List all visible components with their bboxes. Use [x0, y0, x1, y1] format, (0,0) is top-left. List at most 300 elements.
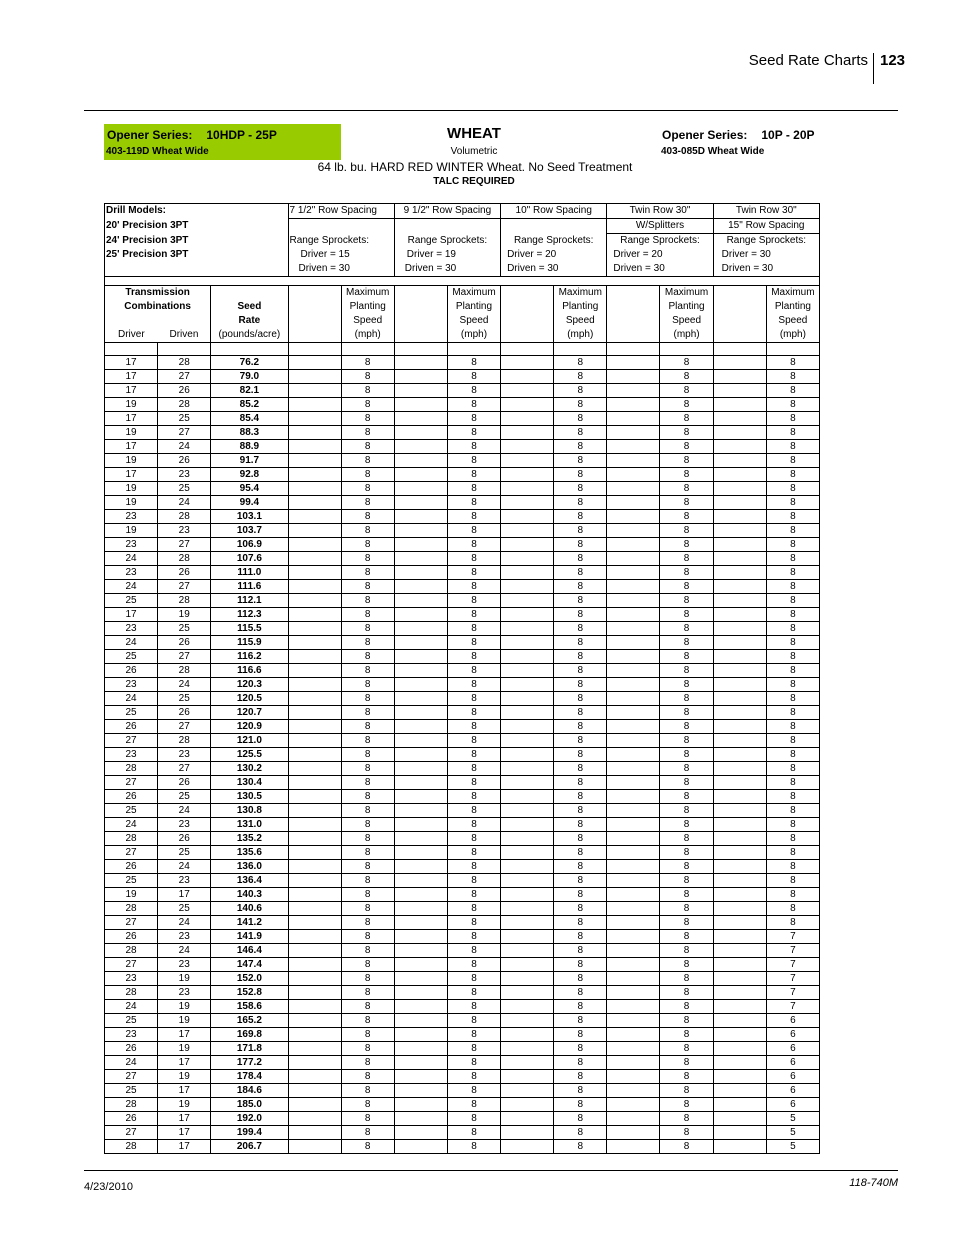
- seed-rate-cell: 99.4: [211, 496, 288, 510]
- max-speed-label: Maximum: [554, 286, 607, 301]
- driver-cell: 23: [105, 972, 158, 986]
- max-speed-cell: 8: [660, 748, 713, 762]
- driver-cell: 26: [105, 790, 158, 804]
- seed-rate-cell: 140.3: [211, 888, 288, 902]
- blank-cell: [501, 678, 554, 692]
- max-speed-cell: 8: [766, 468, 819, 482]
- max-speed-cell: 8: [447, 958, 500, 972]
- blank-cell: [713, 902, 766, 916]
- max-speed-cell: 8: [341, 440, 394, 454]
- max-speed-cell: 8: [660, 1056, 713, 1070]
- driver-cell: 27: [105, 846, 158, 860]
- driver-cell: 24: [105, 1056, 158, 1070]
- blank-cell: [288, 538, 341, 552]
- max-speed-cell: 8: [554, 1126, 607, 1140]
- blank-cell: [713, 762, 766, 776]
- blank-cell: [501, 594, 554, 608]
- blank-cell: [713, 398, 766, 412]
- driver-cell: 23: [105, 622, 158, 636]
- max-speed-cell: 8: [341, 692, 394, 706]
- driven-cell: 17: [158, 888, 211, 902]
- driver-cell: 23: [105, 538, 158, 552]
- seed-rate-cell: 152.0: [211, 972, 288, 986]
- blank-cell: [288, 426, 341, 440]
- max-speed-cell: 8: [447, 538, 500, 552]
- blank-cell: [288, 510, 341, 524]
- max-speed-label: Speed: [766, 314, 819, 328]
- blank-cell: [501, 762, 554, 776]
- blank-cell: [607, 692, 660, 706]
- driven-cell: 28: [158, 356, 211, 370]
- max-speed-cell: 8: [447, 636, 500, 650]
- max-speed-cell: 8: [554, 832, 607, 846]
- driver-cell: 26: [105, 1112, 158, 1126]
- max-speed-cell: 8: [554, 566, 607, 580]
- table-row: [105, 944, 820, 958]
- max-speed-cell: 8: [554, 888, 607, 902]
- max-speed-label: Speed: [341, 314, 394, 328]
- max-speed-cell: 8: [766, 748, 819, 762]
- blank-cell: [288, 454, 341, 468]
- blank-cell: [713, 384, 766, 398]
- spacing-name2: W/Splitters: [607, 219, 713, 234]
- max-speed-cell: 8: [554, 1070, 607, 1084]
- driver-cell: 25: [105, 804, 158, 818]
- blank-cell: [501, 958, 554, 972]
- blank-cell: [607, 664, 660, 678]
- blank-cell: [607, 1014, 660, 1028]
- max-speed-cell: 8: [447, 1000, 500, 1014]
- seed-rate-cell: 103.7: [211, 524, 288, 538]
- driven-cell: 24: [158, 678, 211, 692]
- max-speed-cell: 8: [341, 1056, 394, 1070]
- range-driven: Driven = 30: [501, 262, 607, 277]
- max-speed-cell: 8: [554, 370, 607, 384]
- blank-cell: [394, 678, 447, 692]
- driver-cell: 19: [105, 888, 158, 902]
- blank-cell: [713, 874, 766, 888]
- max-speed-cell: 8: [447, 818, 500, 832]
- blank-cell: [501, 832, 554, 846]
- max-speed-cell: 8: [660, 510, 713, 524]
- driver-cell: 24: [105, 580, 158, 594]
- max-speed-cell: 8: [447, 762, 500, 776]
- max-speed-cell: 8: [660, 370, 713, 384]
- table-row: [105, 608, 820, 622]
- spacing-name2: 15" Row Spacing: [713, 219, 819, 234]
- max-speed-cell: 8: [341, 1084, 394, 1098]
- max-speed-cell: 8: [447, 888, 500, 902]
- blank-cell: [394, 1098, 447, 1112]
- max-speed-cell: 8: [766, 580, 819, 594]
- blank-cell: [394, 818, 447, 832]
- driver-cell: 25: [105, 1014, 158, 1028]
- blank-cell: [501, 790, 554, 804]
- blank-cell: [607, 636, 660, 650]
- max-speed-cell: 8: [447, 734, 500, 748]
- blank-cell: [288, 706, 341, 720]
- blank-cell: [394, 622, 447, 636]
- max-speed-cell: 8: [341, 426, 394, 440]
- max-speed-cell: 8: [341, 650, 394, 664]
- max-speed-cell: 5: [766, 1126, 819, 1140]
- seed-rate-cell: 120.7: [211, 706, 288, 720]
- driven-cell: 25: [158, 482, 211, 496]
- blank-cell: [713, 468, 766, 482]
- range-sprockets-label: Range Sprockets:: [607, 234, 713, 249]
- blank-cell: [713, 370, 766, 384]
- opener-right-part: 403-085D Wheat Wide: [661, 146, 765, 157]
- blank-cell: [394, 846, 447, 860]
- max-speed-cell: 8: [554, 622, 607, 636]
- blank-cell: [713, 804, 766, 818]
- driver-cell: 17: [105, 468, 158, 482]
- blank-cell: [713, 692, 766, 706]
- max-speed-cell: 8: [660, 468, 713, 482]
- max-speed-cell: 8: [554, 1098, 607, 1112]
- crop-name: WHEAT: [447, 125, 501, 142]
- seed-rate-cell: 76.2: [211, 356, 288, 370]
- blank-cell: [288, 664, 341, 678]
- seed-rate-cell: 116.6: [211, 664, 288, 678]
- seed-rate-cell: 140.6: [211, 902, 288, 916]
- blank-cell: [394, 482, 447, 496]
- driven-cell: 23: [158, 986, 211, 1000]
- max-speed-cell: 8: [554, 734, 607, 748]
- max-speed-cell: 8: [447, 706, 500, 720]
- seed-rate-cell: 88.3: [211, 426, 288, 440]
- driven-cell: 28: [158, 734, 211, 748]
- driver-cell: 19: [105, 496, 158, 510]
- table-row: [105, 636, 820, 650]
- blank-cell: [607, 944, 660, 958]
- max-speed-cell: 8: [554, 706, 607, 720]
- max-speed-cell: 8: [660, 832, 713, 846]
- max-speed-cell: 8: [341, 818, 394, 832]
- driven-cell: 19: [158, 1000, 211, 1014]
- max-speed-cell: 8: [766, 538, 819, 552]
- blank-cell: [288, 902, 341, 916]
- max-speed-cell: 8: [554, 944, 607, 958]
- table-row: [105, 622, 820, 636]
- max-speed-label: Maximum: [341, 286, 394, 301]
- max-speed-cell: 8: [766, 874, 819, 888]
- max-speed-cell: 8: [341, 1140, 394, 1154]
- table-row: [105, 1112, 820, 1126]
- seed-rate-cell: 141.9: [211, 930, 288, 944]
- blank-cell: [394, 888, 447, 902]
- blank-cell: [501, 538, 554, 552]
- table-row: [105, 1098, 820, 1112]
- table-row: [105, 902, 820, 916]
- max-speed-cell: 8: [660, 804, 713, 818]
- blank-cell: [288, 1056, 341, 1070]
- seed-rate-label: Seed: [211, 300, 288, 314]
- table-row: [105, 496, 820, 510]
- max-speed-cell: 8: [554, 874, 607, 888]
- blank-cell: [394, 1070, 447, 1084]
- seed-rate-cell: 111.6: [211, 580, 288, 594]
- footer-rule: [84, 1170, 898, 1171]
- max-speed-cell: 8: [447, 1126, 500, 1140]
- max-speed-cell: 8: [447, 832, 500, 846]
- max-speed-cell: 8: [660, 902, 713, 916]
- blank-cell: [713, 426, 766, 440]
- max-speed-cell: 8: [447, 720, 500, 734]
- max-speed-cell: 8: [766, 720, 819, 734]
- header-page-number: 123: [880, 52, 906, 69]
- driven-cell: 23: [158, 818, 211, 832]
- blank-cell: [713, 1126, 766, 1140]
- driver-cell: 28: [105, 944, 158, 958]
- max-speed-cell: 8: [554, 720, 607, 734]
- max-speed-cell: 8: [766, 762, 819, 776]
- blank-cell: [607, 790, 660, 804]
- table-row: [105, 468, 820, 482]
- max-speed-cell: 8: [447, 944, 500, 958]
- blank-cell: [394, 776, 447, 790]
- seed-rate-cell: 177.2: [211, 1056, 288, 1070]
- max-speed-cell: 8: [660, 454, 713, 468]
- driven-cell: 19: [158, 1042, 211, 1056]
- blank-cell: [394, 608, 447, 622]
- max-speed-cell: 8: [447, 902, 500, 916]
- max-speed-label: Planting: [554, 300, 607, 314]
- table-row: [105, 720, 820, 734]
- blank-cell: [607, 650, 660, 664]
- blank-cell: [501, 1098, 554, 1112]
- blank-cell: [501, 1140, 554, 1154]
- max-speed-cell: 8: [766, 734, 819, 748]
- max-speed-cell: 6: [766, 1084, 819, 1098]
- max-speed-cell: 7: [766, 944, 819, 958]
- blank-cell: [713, 748, 766, 762]
- table-row: [105, 664, 820, 678]
- max-speed-cell: 7: [766, 1000, 819, 1014]
- max-speed-cell: 8: [447, 790, 500, 804]
- driver-cell: 23: [105, 1028, 158, 1042]
- seed-rate-cell: 185.0: [211, 1098, 288, 1112]
- transmission-label: Transmission: [105, 286, 211, 301]
- blank-cell: [394, 1014, 447, 1028]
- spacing-name: Twin Row 30": [713, 204, 819, 219]
- max-speed-label: Planting: [341, 300, 394, 314]
- max-speed-cell: 6: [766, 1014, 819, 1028]
- driven-cell: 28: [158, 594, 211, 608]
- driven-cell: 24: [158, 916, 211, 930]
- header-rule: [84, 110, 898, 111]
- driver-cell: 25: [105, 874, 158, 888]
- driven-cell: 28: [158, 510, 211, 524]
- seed-rate-cell: 116.2: [211, 650, 288, 664]
- blank-cell: [288, 398, 341, 412]
- blank-cell: [288, 734, 341, 748]
- driven-cell: 23: [158, 874, 211, 888]
- driven-cell: 24: [158, 804, 211, 818]
- max-speed-cell: 8: [660, 1042, 713, 1056]
- driven-cell: 28: [158, 552, 211, 566]
- max-speed-cell: 8: [660, 1070, 713, 1084]
- driver-cell: 27: [105, 1126, 158, 1140]
- blank-cell: [394, 454, 447, 468]
- max-speed-cell: 8: [766, 916, 819, 930]
- max-speed-cell: 8: [554, 790, 607, 804]
- blank-cell: [501, 566, 554, 580]
- driven-cell: 23: [158, 930, 211, 944]
- max-speed-cell: 8: [554, 972, 607, 986]
- driver-cell: 24: [105, 692, 158, 706]
- max-speed-cell: 8: [660, 1126, 713, 1140]
- blank-cell: [394, 734, 447, 748]
- seed-rate-cell: 85.4: [211, 412, 288, 426]
- blank-cell: [501, 636, 554, 650]
- driver-cell: 19: [105, 524, 158, 538]
- drill-model: 20' Precision 3PT: [105, 219, 289, 234]
- max-speed-cell: 8: [554, 664, 607, 678]
- blank-cell: [713, 1042, 766, 1056]
- blank-cell: [607, 594, 660, 608]
- max-speed-cell: 8: [660, 552, 713, 566]
- blank-cell: [607, 832, 660, 846]
- blank-cell: [501, 1112, 554, 1126]
- blank-cell: [607, 398, 660, 412]
- driven-cell: 25: [158, 622, 211, 636]
- blank-cell: [288, 468, 341, 482]
- driver-cell: 24: [105, 818, 158, 832]
- blank-cell: [607, 706, 660, 720]
- max-speed-cell: 8: [660, 566, 713, 580]
- blank-cell: [607, 468, 660, 482]
- max-speed-cell: 8: [766, 790, 819, 804]
- max-speed-cell: 8: [766, 650, 819, 664]
- blank-cell: [501, 888, 554, 902]
- max-speed-cell: 8: [447, 916, 500, 930]
- max-speed-cell: 8: [341, 622, 394, 636]
- blank-cell: [288, 1084, 341, 1098]
- blank-cell: [288, 1126, 341, 1140]
- blank-cell: [394, 706, 447, 720]
- driver-cell: 28: [105, 832, 158, 846]
- seed-rate-cell: 165.2: [211, 1014, 288, 1028]
- blank-cell: [607, 524, 660, 538]
- max-speed-cell: 8: [554, 762, 607, 776]
- max-speed-cell: 8: [554, 1084, 607, 1098]
- table-row: [105, 398, 820, 412]
- blank-cell: [713, 720, 766, 734]
- max-speed-cell: 8: [341, 930, 394, 944]
- max-speed-cell: 8: [341, 510, 394, 524]
- max-speed-cell: 8: [341, 636, 394, 650]
- blank-cell: [394, 972, 447, 986]
- max-speed-cell: 8: [341, 776, 394, 790]
- max-speed-cell: 6: [766, 1070, 819, 1084]
- blank-cell: [501, 986, 554, 1000]
- blank-cell: [607, 1000, 660, 1014]
- max-speed-cell: 8: [554, 510, 607, 524]
- driver-cell: 24: [105, 636, 158, 650]
- seed-rate-cell: 120.5: [211, 692, 288, 706]
- blank-cell: [394, 804, 447, 818]
- blank-cell: [607, 1098, 660, 1112]
- max-speed-cell: 8: [447, 1084, 500, 1098]
- blank-cell: [501, 370, 554, 384]
- table-row: [105, 384, 820, 398]
- max-speed-cell: 8: [447, 1014, 500, 1028]
- blank-cell: [607, 776, 660, 790]
- blank-cell: [713, 958, 766, 972]
- driver-cell: 28: [105, 986, 158, 1000]
- table-row: [105, 538, 820, 552]
- seed-rate-cell: 171.8: [211, 1042, 288, 1056]
- max-speed-cell: 8: [766, 804, 819, 818]
- blank-cell: [288, 1070, 341, 1084]
- driver-cell: 17: [105, 412, 158, 426]
- blank-cell: [394, 1028, 447, 1042]
- max-speed-cell: 8: [447, 1112, 500, 1126]
- blank-cell: [713, 524, 766, 538]
- seed-rate-cell: 95.4: [211, 482, 288, 496]
- driver-cell: 19: [105, 398, 158, 412]
- blank-cell: [288, 650, 341, 664]
- blank-cell: [288, 1000, 341, 1014]
- max-speed-cell: 8: [554, 496, 607, 510]
- max-speed-cell: 8: [447, 846, 500, 860]
- driven-cell: 26: [158, 832, 211, 846]
- max-speed-cell: 8: [660, 846, 713, 860]
- max-speed-cell: 8: [554, 636, 607, 650]
- blank-cell: [713, 1098, 766, 1112]
- max-speed-cell: 8: [447, 496, 500, 510]
- max-speed-label: Speed: [554, 314, 607, 328]
- blank-cell: [394, 944, 447, 958]
- max-speed-label: (mph): [341, 328, 394, 343]
- max-speed-cell: 7: [766, 972, 819, 986]
- table-row: [105, 454, 820, 468]
- max-speed-cell: 8: [554, 468, 607, 482]
- blank-cell: [713, 832, 766, 846]
- max-speed-cell: 8: [341, 482, 394, 496]
- max-speed-cell: 8: [341, 538, 394, 552]
- blank-cell: [394, 636, 447, 650]
- range-driven: Driven = 30: [394, 262, 500, 277]
- blank-cell: [713, 356, 766, 370]
- max-speed-cell: 8: [447, 398, 500, 412]
- max-speed-cell: 8: [554, 426, 607, 440]
- driven-cell: 27: [158, 720, 211, 734]
- header-divider: [873, 53, 874, 84]
- max-speed-cell: 8: [554, 1042, 607, 1056]
- blank-cell: [607, 1028, 660, 1042]
- range-driver: Driver = 19: [394, 248, 500, 262]
- blank-cell: [607, 482, 660, 496]
- blank-cell: [713, 860, 766, 874]
- max-speed-cell: 8: [660, 1112, 713, 1126]
- blank-cell: [288, 930, 341, 944]
- max-speed-cell: 8: [766, 776, 819, 790]
- max-speed-cell: 8: [554, 776, 607, 790]
- blank-cell: [288, 804, 341, 818]
- spacing-name2: [501, 219, 607, 234]
- max-speed-cell: 8: [447, 370, 500, 384]
- seed-rate-cell: 136.0: [211, 860, 288, 874]
- max-speed-cell: 8: [341, 370, 394, 384]
- max-speed-cell: 8: [341, 986, 394, 1000]
- blank-cell: [607, 566, 660, 580]
- blank-cell: [288, 678, 341, 692]
- driver-cell: 28: [105, 1140, 158, 1154]
- blank-cell: [607, 412, 660, 426]
- driven-cell: 27: [158, 650, 211, 664]
